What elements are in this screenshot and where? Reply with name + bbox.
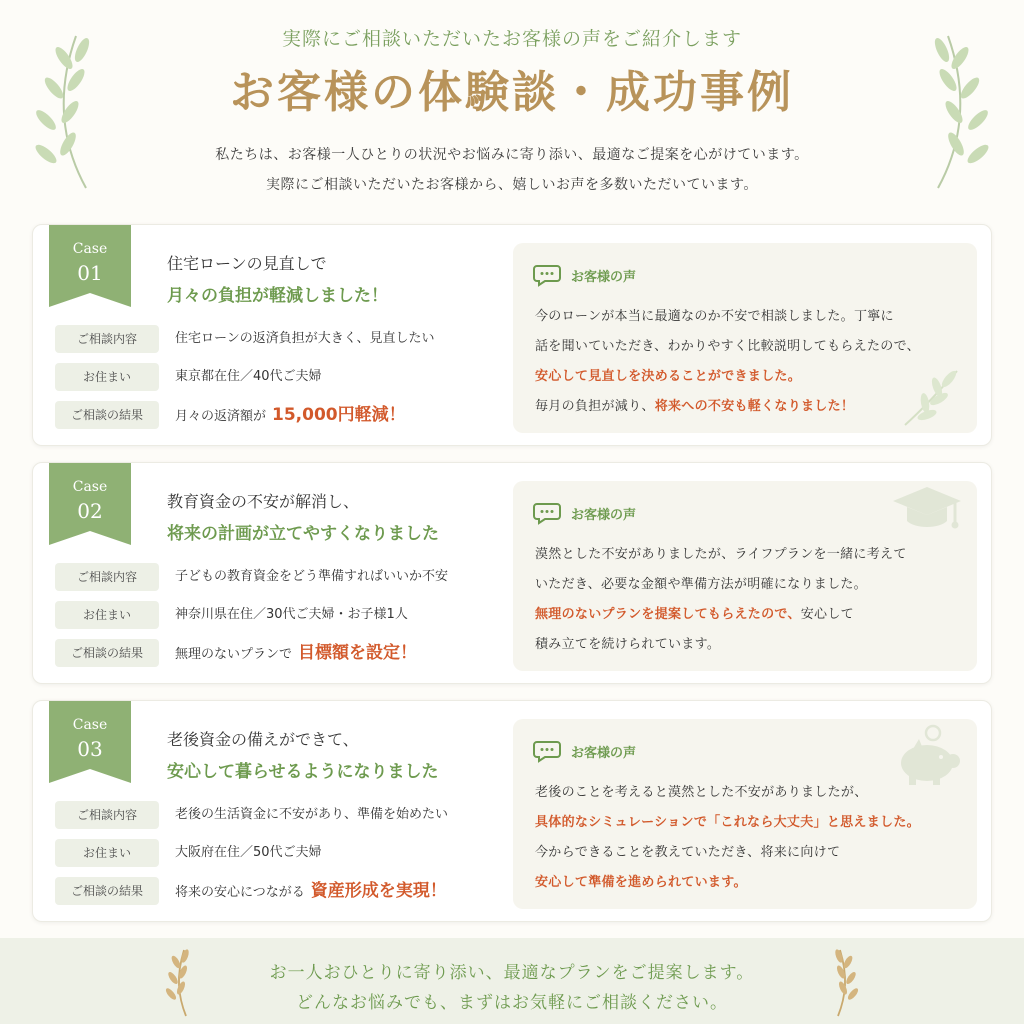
- voice-header: [533, 739, 636, 763]
- page-subtitle: 実際にご相談いただいたお客様の声をご紹介します: [281, 28, 742, 50]
- voice-text: 積み立てを続けられています。: [535, 637, 721, 652]
- case-number: 03: [77, 737, 103, 761]
- consult-value: 老後の生活資金に不安があり、準備を始めたい: [175, 807, 449, 822]
- case-title: 教育資金の不安が解消し、: [167, 492, 360, 511]
- residence-value: 大阪府在住／50代ご夫婦: [175, 845, 322, 860]
- voice-text: いただき、必要な金額や準備方法が明確になりました。: [535, 577, 867, 592]
- case-title: 老後資金の備えができて、: [167, 730, 359, 749]
- result-emphasis: 15,000円軽減！: [272, 405, 406, 425]
- case-badge: [49, 225, 131, 307]
- result-prefix: 無理のないプランで: [175, 647, 293, 662]
- case-number: 02: [77, 499, 103, 523]
- case-card: [32, 224, 992, 446]
- voice-text-highlight: 安心して準備を進められています。: [535, 875, 747, 890]
- residence-label: お住まい: [55, 601, 159, 629]
- consult-label: ご相談内容: [55, 801, 159, 829]
- result-prefix: 将来の安心につながる: [175, 885, 305, 900]
- result-label: ご相談の結果: [55, 877, 159, 905]
- speech-bubble-icon: [533, 263, 561, 287]
- voice-text: [535, 603, 854, 622]
- result-emphasis: 目標額を設定！: [298, 643, 418, 663]
- residence-label: お住まい: [55, 839, 159, 867]
- voice-header: [533, 501, 636, 525]
- voice-text-highlight: 無理のないプランを提案してもらえたので、: [535, 607, 801, 622]
- intro-text: 実際にご相談いただいたお客様から、嬉しいお声を多数いただいています。: [266, 177, 758, 193]
- case-number: 01: [77, 261, 103, 285]
- result-value: [175, 877, 447, 907]
- voice-text: 今からできることを教えていただき、将来に向けて: [535, 845, 841, 860]
- case-title-highlight: 月々の負担が軽減しました！: [167, 286, 388, 306]
- speech-bubble-icon: [533, 501, 561, 525]
- voice-text: 今のローンが本当に最適なのか不安で相談しました。丁寧に: [535, 309, 894, 324]
- voice-title: お客様の声: [571, 269, 637, 285]
- voice-text-normal: 毎月の負担が減り、: [535, 399, 655, 414]
- voice-text-highlight: 将来への不安も軽くなりました！: [654, 399, 855, 414]
- voice-text-highlight: 安心して見直しを決めることができました。: [535, 369, 802, 384]
- case-badge: [49, 463, 131, 545]
- consult-value: 住宅ローンの返済負担が大きく、見直したい: [175, 331, 435, 346]
- case-label: Case: [72, 479, 108, 495]
- intro-text: 私たちは、お客様一人ひとりの状況やお悩みに寄り添い、最適なご提案を心がけています。: [215, 147, 809, 163]
- result-emphasis: 資産形成を実現！: [310, 881, 447, 901]
- case-label: Case: [72, 241, 108, 257]
- case-card: [32, 700, 992, 922]
- consult-label: ご相談内容: [55, 325, 159, 353]
- result-value: [175, 401, 406, 431]
- customer-voice-box: [513, 243, 977, 433]
- case-title: 住宅ローンの見直しで: [167, 254, 327, 273]
- voice-header: [533, 263, 636, 287]
- footer-banner: [0, 938, 1024, 1024]
- case-badge: [49, 701, 131, 783]
- voice-title: お客様の声: [571, 507, 637, 523]
- voice-text: 老後のことを考えると漠然とした不安がありましたが、: [535, 785, 868, 800]
- piggy-bank-icon: [893, 723, 963, 787]
- speech-bubble-icon: [533, 739, 561, 763]
- result-prefix: 月々の返済額が: [175, 409, 267, 424]
- consult-value: 子どもの教育資金をどう準備すればいいか不安: [175, 569, 449, 584]
- footer-text: お一人おひとりに寄り添い、最適なプランをご提案します。: [269, 963, 755, 983]
- residence-value: 神奈川県在住／30代ご夫婦・お子様1人: [175, 607, 408, 622]
- voice-text: 話を聞いていただき、わかりやすく比較説明してもらえたので、: [535, 339, 920, 354]
- leaf-branch-icon: [899, 365, 963, 429]
- result-label: ご相談の結果: [55, 639, 159, 667]
- result-label: ご相談の結果: [55, 401, 159, 429]
- result-value: [175, 639, 417, 669]
- case-title-highlight: 安心して暮らせるようになりました: [167, 762, 439, 782]
- page-title: お客様の体験談・成功事例: [230, 67, 794, 118]
- voice-text-normal: 安心して: [800, 607, 854, 622]
- customer-voice-box: [513, 481, 977, 671]
- voice-text: [535, 395, 854, 414]
- voice-title: お客様の声: [571, 745, 637, 761]
- consult-label: ご相談内容: [55, 563, 159, 591]
- residence-value: 東京都在住／40代ご夫婦: [175, 369, 322, 384]
- footer-text: どんなお悩みでも、まずはお気軽にご相談ください。: [296, 993, 728, 1013]
- voice-text-highlight: 具体的なシミュレーションで「これなら大丈夫」と思えました。: [535, 815, 920, 830]
- voice-text: 漠然とした不安がありましたが、ライフプランを一緒に考えて: [535, 547, 907, 562]
- header: [0, 0, 1024, 215]
- case-title-highlight: 将来の計画が立てやすくなりました: [167, 524, 439, 544]
- graduation-cap-icon: [891, 483, 963, 537]
- case-label: Case: [72, 717, 108, 733]
- case-card: [32, 462, 992, 684]
- residence-label: お住まい: [55, 363, 159, 391]
- customer-voice-box: [513, 719, 977, 909]
